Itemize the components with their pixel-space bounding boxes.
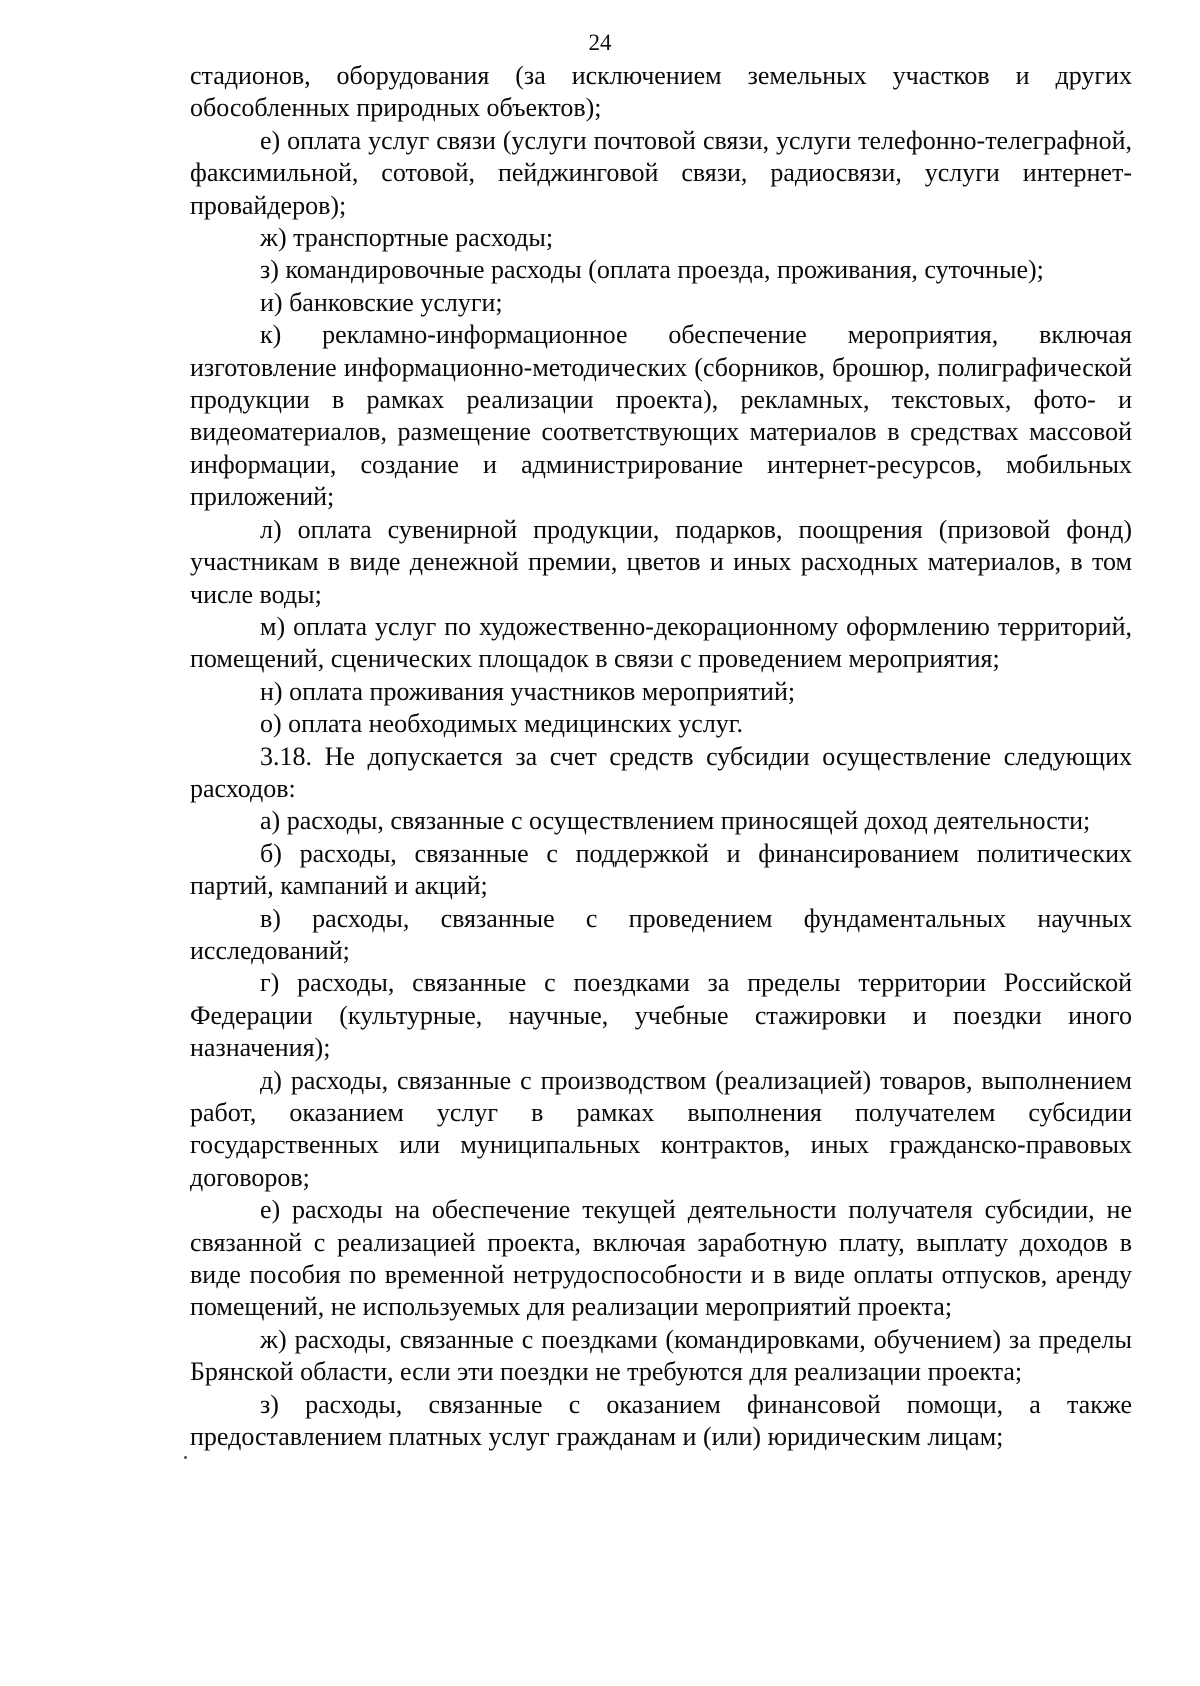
document-body bbox=[190, 60, 1132, 1453]
scan-speck bbox=[184, 1456, 187, 1459]
paragraph-item-e-current-activity: е) расходы на обеспечение текущей деятельности получателя субсидии, не связанной с реализацией проекта, включая заработную плату, выплату доходов в виде пособия по временной нетрудоспособности и в виде оплаты отпусков, аренду помещений, не используемых для реализации мероприятий проекта; bbox=[190, 1195, 1132, 1322]
paragraph-item-z-travel: з) командировочные расходы (оплата проезда, проживания, суточные); bbox=[260, 255, 1044, 285]
page-number: 24 bbox=[588, 30, 612, 55]
paragraph-item-l-souvenirs: л) оплата сувенирной продукции, подарков, поощрения (призовой фонд) участникам в виде денежной премии, цветов и иных расходных материалов, в том числе воды; bbox=[190, 514, 1132, 609]
paragraph-item-o-medical: о) оплата необходимых медицинских услуг. bbox=[260, 709, 744, 739]
paragraph-item-e-communications: е) оплата услуг связи (услуги почтовой связи, услуги телефонно-телеграфной, факсимильной, сотовой, пейджинговой связи, радиосвязи, услуги интернет-провайдеров); bbox=[190, 125, 1132, 220]
paragraph-item-zh-trips-outside-region: ж) расходы, связанные с поездками (командировками, обучением) за пределы Брянской области, если эти поездки не требуются для реализации проекта; bbox=[190, 1324, 1132, 1387]
paragraph-section-3-18: 3.18. Не допускается за счет средств субсидии осуществление следующих расходов: bbox=[190, 741, 1132, 803]
paragraph-item-v-research: в) расходы, связанные с проведением фундаментальных научных исследований; bbox=[190, 903, 1132, 965]
paragraph-item-k-advertising: к) рекламно-информационное обеспечение мероприятия, включая изготовление информационно-методических (сборников, брошюр, полиграфической продукции в рамках реализации проекта), рекламных, текстовых, фото- и видеоматериалов, размещение соответствующих материалов в средствах массовой информации, создание и администрирование интернет-ресурсов, мобильных приложений; bbox=[190, 320, 1132, 512]
paragraph-item-a-income: а) расходы, связанные с осуществлением приносящей доход деятельности; bbox=[260, 806, 1091, 836]
paragraph-item-n-accommodation: н) оплата проживания участников мероприятий; bbox=[260, 676, 796, 706]
paragraph-item-d-contracts: д) расходы, связанные с производством (реализацией) товаров, выполнением работ, оказанием услуг в рамках выполнения получателем субсидии государственных или муниципальных контрактов, иных гражданско-правовых договоров; bbox=[190, 1065, 1132, 1192]
paragraph-item-i-banking: и) банковские услуги; bbox=[260, 287, 503, 317]
paragraph-item-g-foreign-trips: г) расходы, связанные с поездками за пределы территории Российской Федерации (культурные, научные, учебные стажировки и поездки иного назначения); bbox=[190, 968, 1132, 1063]
paragraph-item-b-political: б) расходы, связанные с поддержкой и финансированием политических партий, кампаний и акций; bbox=[190, 838, 1132, 901]
paragraph-item-z-financial-aid: з) расходы, связанные с оказанием финансовой помощи, а также предоставлением платных услуг гражданам и (или) юридическим лицам; bbox=[190, 1389, 1132, 1452]
paragraph-item-m-decoration: м) оплата услуг по художественно-декорационному оформлению территорий, помещений, сценических площадок в связи с проведением мероприятия; bbox=[190, 611, 1132, 674]
paragraph-continuation: стадионов, оборудования (за исключением земельных участков и других обособленных природных объектов); bbox=[190, 61, 1132, 123]
paragraph-item-zh-transport: ж) транспортные расходы; bbox=[260, 223, 554, 253]
